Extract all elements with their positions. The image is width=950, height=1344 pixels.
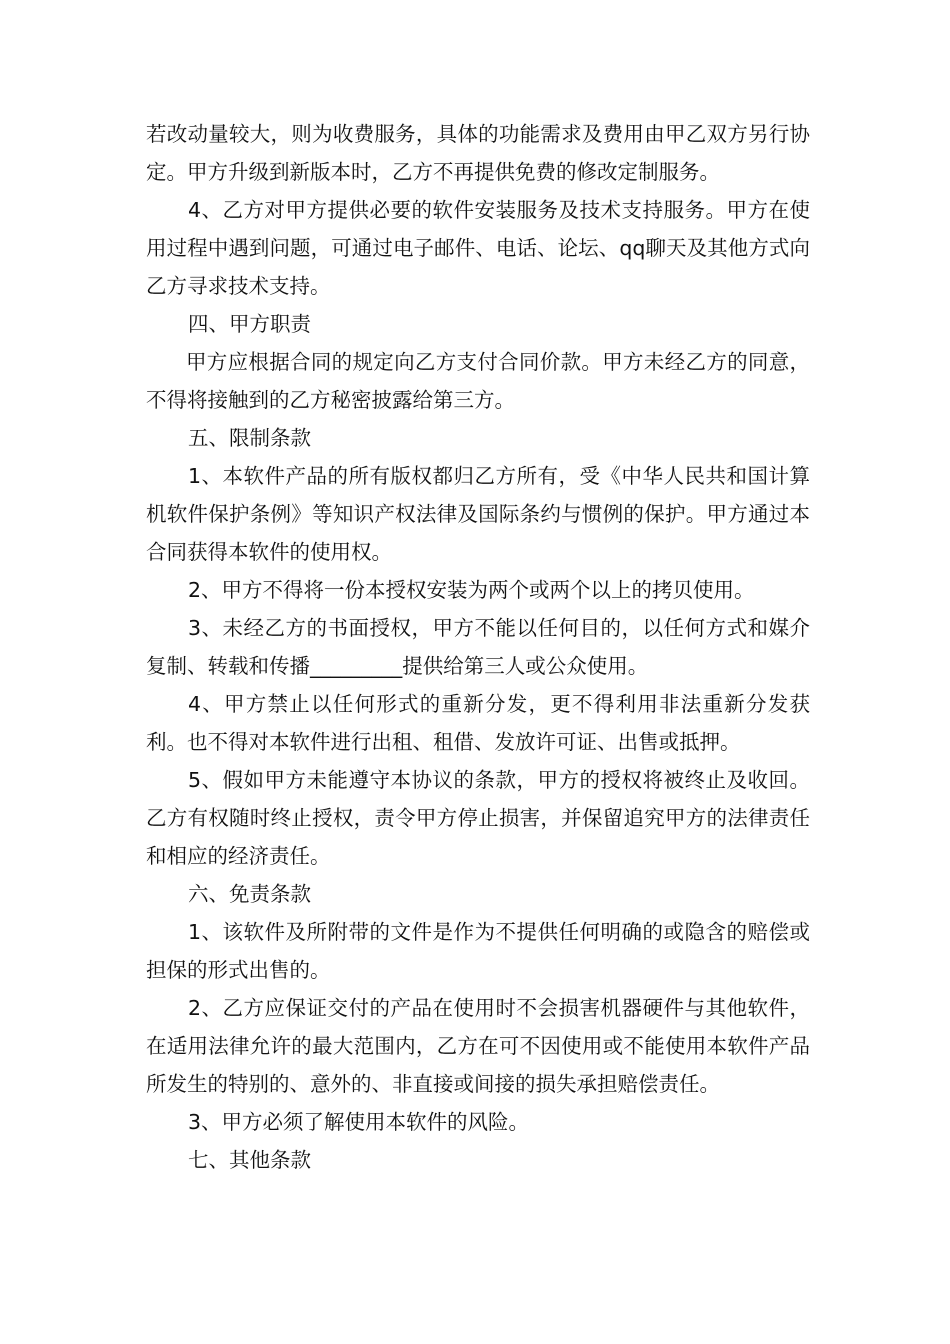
paragraph-continued: 若改动量较大，则为收费服务，具体的功能需求及费用由甲乙双方另行协定。甲方升级到新版本时，乙方不再提供免费的修改定制服务。 — [146, 122, 810, 184]
section-heading-4: 四、甲方职责 — [188, 312, 311, 336]
section-heading-5: 五、限制条款 — [188, 426, 311, 450]
paragraph-clause-5-1: 1、本软件产品的所有版权都归乙方所有，受《中华人民共和国计算机软件保护条例》等知识产权法律及国际条约与惯例的保护。甲方通过本合同获得本软件的使用权。 — [146, 464, 810, 564]
paragraph-clause-4-1: 甲方应根据合同的规定向乙方支付合同价款。甲方未经乙方的同意，不得将接触到的乙方秘密披露给第三方。 — [146, 350, 810, 412]
paragraph-clause-6-2: 2、乙方应保证交付的产品在使用时不会损害机器硬件与其他软件，在适用法律允许的最大范围内，乙方在可不因使用或不能使用本软件产品所发生的特别的、意外的、非直接或间接的损失承担赔偿责任。 — [146, 996, 810, 1096]
paragraph-clause-3-4: 4、乙方对甲方提供必要的软件安装服务及技术支持服务。甲方在使用过程中遇到问题，可通过电子邮件、电话、论坛、qq聊天及其他方式向乙方寻求技术支持。 — [146, 198, 810, 298]
document-body — [146, 115, 810, 1179]
paragraph-clause-5-4: 4、甲方禁止以任何形式的重新分发，更不得利用非法重新分发获利。也不得对本软件进行出租、租借、发放许可证、出售或抵押。 — [146, 692, 810, 754]
paragraph-clause-6-1: 1、该软件及所附带的文件是作为不提供任何明确的或隐含的赔偿或担保的形式出售的。 — [146, 920, 810, 982]
section-heading-7: 七、其他条款 — [188, 1148, 311, 1172]
section-heading-6: 六、免责条款 — [188, 882, 311, 906]
paragraph-clause-5-2: 2、甲方不得将一份本授权安装为两个或两个以上的拷贝使用。 — [188, 578, 755, 602]
paragraph-clause-5-5: 5、假如甲方未能遵守本协议的条款，甲方的授权将被终止及收回。乙方有权随时终止授权，责令甲方停止损害，并保留追究甲方的法律责任和相应的经济责任。 — [146, 768, 810, 868]
paragraph-clause-5-3: 3、未经乙方的书面授权，甲方不能以任何目的，以任何方式和媒介复制、转载和传播_________提供给第三人或公众使用。 — [146, 616, 810, 678]
paragraph-clause-6-3: 3、甲方必须了解使用本软件的风险。 — [188, 1110, 530, 1134]
